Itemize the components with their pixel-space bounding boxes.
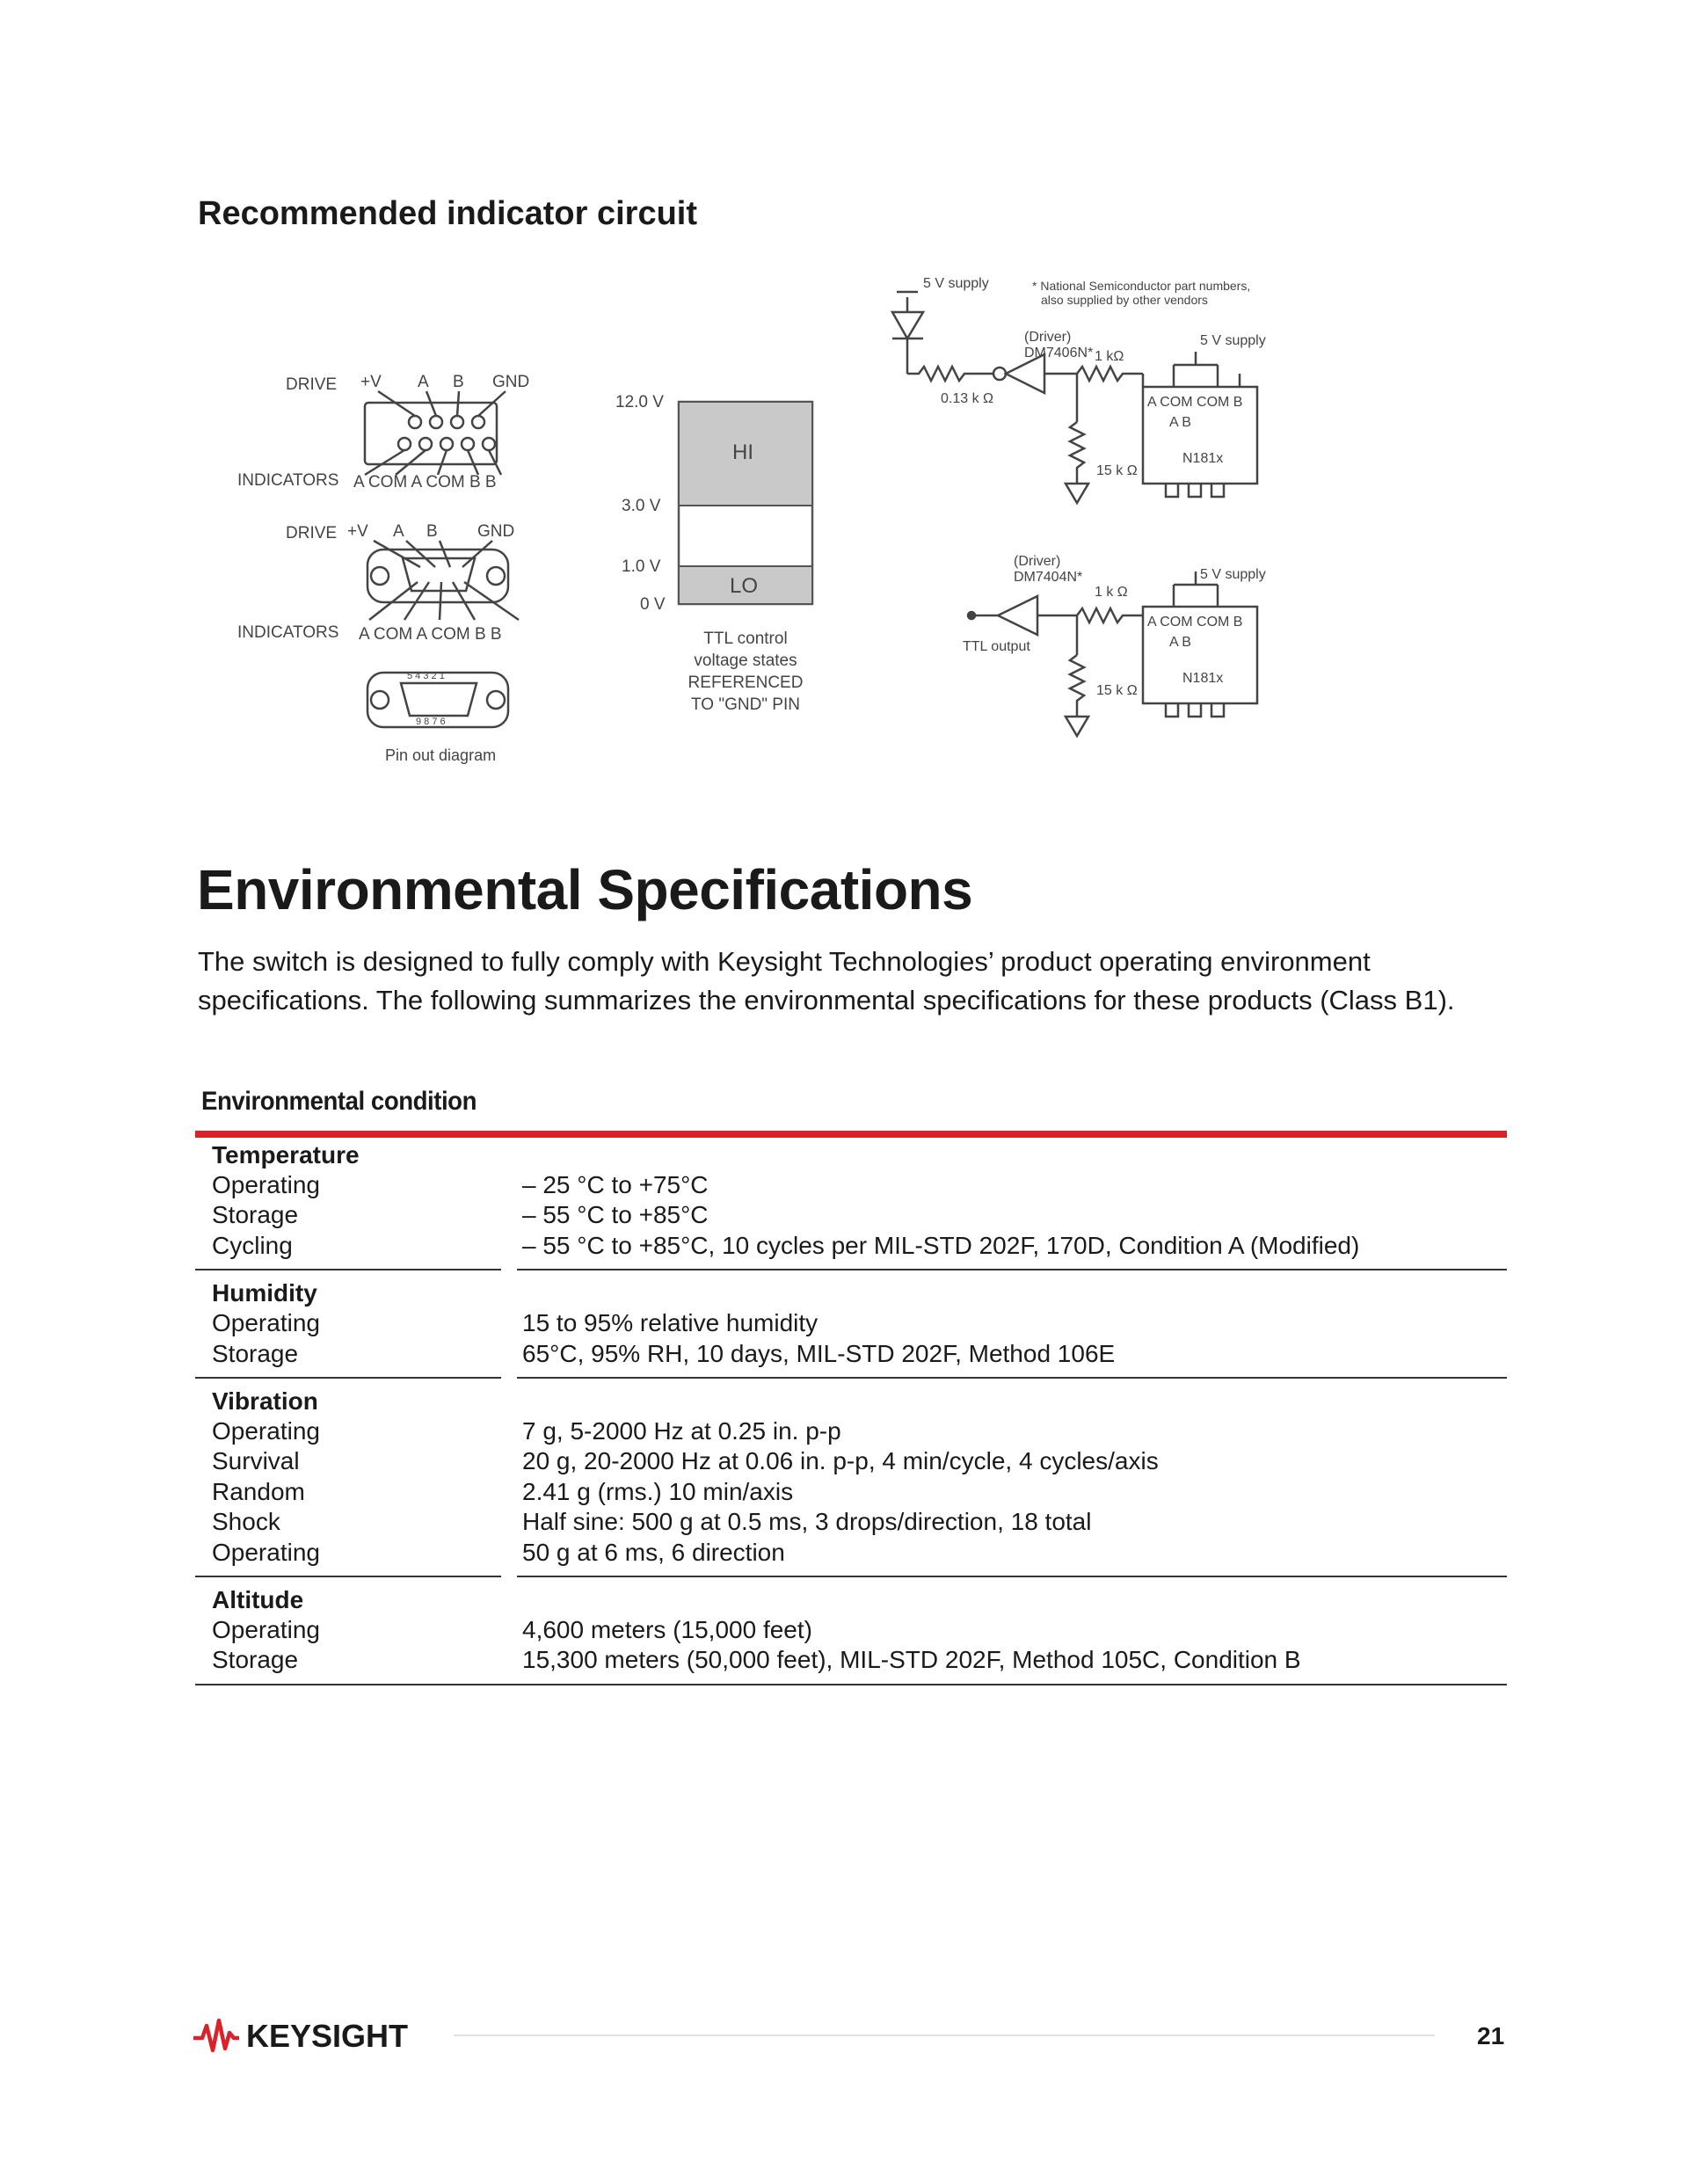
- spec-row-label: Storage: [212, 1201, 299, 1229]
- spec-row: [195, 1417, 1507, 1447]
- r-series-1: 1 kΩ: [1095, 349, 1124, 364]
- spec-row: [195, 1171, 1507, 1201]
- indicators-label-2: INDICATORS: [237, 623, 339, 642]
- supply-right-2: 5 V supply: [1200, 567, 1266, 582]
- spec-row-value: – 25 °C to +75°C: [522, 1171, 709, 1198]
- pin-label: GND: [477, 522, 515, 541]
- table-header-rule: [195, 1131, 1507, 1138]
- spec-row-value: Half sine: 500 g at 0.5 ms, 3 drops/direction, 18 total: [522, 1508, 1092, 1536]
- group-divider: [195, 1684, 1507, 1685]
- footer-rule: [454, 2035, 1435, 2036]
- switch-pins-2: A COM COM B: [1147, 615, 1243, 630]
- spec-row-label: Operating: [212, 1309, 320, 1337]
- r-pull-2: 15 k Ω: [1096, 683, 1138, 698]
- ttl-caption-line: TTL control: [703, 630, 788, 648]
- spec-row: [195, 1508, 1507, 1538]
- table-caption: Environmental condition: [201, 1087, 477, 1116]
- driver1-part: DM7406N*: [1024, 346, 1094, 360]
- driver2-part: DM7404N*: [1014, 570, 1083, 585]
- switch-ab-1: A B: [1169, 415, 1191, 430]
- spec-row-value: – 55 °C to +85°C: [522, 1201, 709, 1229]
- indicator-pins-2: A COM A COM B B: [359, 625, 502, 644]
- ttl-output-label: TTL output: [963, 639, 1030, 654]
- ttl-hi-label: HI: [732, 440, 753, 464]
- supply-label: 5 V supply: [923, 276, 989, 291]
- brand-name: KEYSIGHT: [246, 2018, 409, 2054]
- spec-row-label: Operating: [212, 1417, 320, 1445]
- switch-pins-1: A COM COM B: [1147, 395, 1243, 410]
- group-divider: [517, 1576, 1507, 1577]
- pin-label: B: [453, 373, 464, 391]
- spec-row-value: 15,300 meters (50,000 feet), MIL-STD 202F, Method 105C, Condition B: [522, 1646, 1301, 1674]
- ttl-caption-line: REFERENCED: [688, 673, 804, 692]
- pin-label: B: [426, 522, 438, 541]
- spec-row-label: Operating: [212, 1171, 320, 1198]
- spec-row: [195, 1539, 1507, 1569]
- page-number: 21: [1477, 2022, 1505, 2049]
- spec-group-title: Humidity: [212, 1279, 317, 1307]
- spec-row-value: 2.41 g (rms.) 10 min/axis: [522, 1477, 794, 1505]
- driver1-label: (Driver): [1024, 330, 1072, 345]
- level-1v: 1.0 V: [622, 557, 661, 576]
- pin-label: GND: [492, 373, 530, 391]
- spec-row: [195, 1447, 1507, 1477]
- driver2-label: (Driver): [1014, 554, 1061, 569]
- spec-row-value: 15 to 95% relative humidity: [522, 1309, 819, 1337]
- group-divider: [517, 1377, 1507, 1379]
- indicators-label: INDICATORS: [237, 471, 339, 490]
- spec-row-label: Storage: [212, 1646, 299, 1674]
- switch-part-1: N181x: [1182, 451, 1224, 466]
- keysight-logo: [192, 2013, 420, 2057]
- switch-ab-2: A B: [1169, 635, 1191, 650]
- spec-row: [195, 1201, 1507, 1231]
- pin-label: +V: [347, 522, 368, 541]
- indicator-circuit-diagram: [229, 264, 1319, 783]
- switch-part-2: N181x: [1182, 671, 1224, 686]
- spec-row-value: 7 g, 5-2000 Hz at 0.25 in. p-p: [522, 1417, 841, 1445]
- ttl-caption-line: voltage states: [694, 652, 797, 670]
- keysight-wave-icon: [193, 2020, 239, 2050]
- spec-row-value: 20 g, 20-2000 Hz at 0.06 in. p-p, 4 min/cycle, 4 cycles/axis: [522, 1447, 1159, 1475]
- spec-row: [195, 1616, 1507, 1646]
- pin-label: +V: [360, 373, 382, 391]
- spec-row-label: Survival: [212, 1447, 300, 1475]
- group-divider: [195, 1576, 501, 1577]
- spec-row: [195, 1478, 1507, 1508]
- drive-label: DRIVE: [286, 375, 338, 394]
- level-12v: 12.0 V: [615, 393, 664, 411]
- ttl-lo-label: LO: [730, 574, 759, 598]
- spec-row: [195, 1232, 1507, 1262]
- ttl-caption-line: TO "GND" PIN: [691, 695, 800, 714]
- spec-group-title: Altitude: [212, 1586, 304, 1613]
- note-line-2: also supplied by other vendors: [1041, 293, 1208, 307]
- spec-row-value: 50 g at 6 ms, 6 direction: [522, 1538, 785, 1566]
- note-line-1: * National Semiconductor part numbers,: [1032, 279, 1251, 293]
- level-3v: 3.0 V: [622, 497, 661, 515]
- spec-row-label: Storage: [212, 1339, 299, 1367]
- spec-row-label: Cycling: [212, 1231, 293, 1259]
- spec-row-label: Operating: [212, 1538, 320, 1566]
- pinout-caption: Pin out diagram: [385, 746, 497, 764]
- bottom-pin-numbers: 9 8 7 6: [416, 717, 446, 727]
- spec-row: [195, 1340, 1507, 1370]
- spec-row: [195, 1309, 1507, 1339]
- spec-row-value: 4,600 meters (15,000 feet): [522, 1616, 812, 1643]
- r-series-2: 1 k Ω: [1095, 585, 1128, 600]
- drive-label-2: DRIVE: [286, 524, 338, 542]
- group-divider: [195, 1269, 501, 1270]
- pin-label: A: [393, 522, 404, 541]
- section-heading: Recommended indicator circuit: [198, 195, 698, 232]
- group-divider: [195, 1377, 501, 1379]
- pin-label: A: [418, 373, 429, 391]
- top-pin-numbers: 5 4 3 2 1: [407, 671, 445, 681]
- spec-group-title: Vibration: [212, 1387, 318, 1415]
- r-led: 0.13 k Ω: [941, 391, 993, 406]
- indicator-circuit-figure: [229, 264, 1319, 783]
- spec-row: [195, 1646, 1507, 1676]
- spec-group-title: Temperature: [212, 1141, 360, 1168]
- spec-row-label: Random: [212, 1477, 305, 1505]
- r-pull-1: 15 k Ω: [1096, 463, 1138, 478]
- spec-row-label: Shock: [212, 1508, 280, 1536]
- group-divider: [517, 1269, 1507, 1270]
- page-title: Environmental Specifications: [197, 858, 973, 921]
- spec-row-value: 65°C, 95% RH, 10 days, MIL-STD 202F, Method 106E: [522, 1339, 1116, 1367]
- intro-paragraph: The switch is designed to fully comply with Keysight Technologies’ product operating environment specifications. The following summarizes the environmental specifications for these products (Class B1).: [198, 946, 1455, 1016]
- level-0v: 0 V: [640, 595, 666, 614]
- supply-right-1: 5 V supply: [1200, 333, 1266, 348]
- indicator-pins: A COM A COM B B: [353, 473, 497, 491]
- spec-row-value: – 55 °C to +85°C, 10 cycles per MIL-STD 202F, 170D, Condition A (Modified): [522, 1231, 1360, 1259]
- spec-row-label: Operating: [212, 1616, 320, 1643]
